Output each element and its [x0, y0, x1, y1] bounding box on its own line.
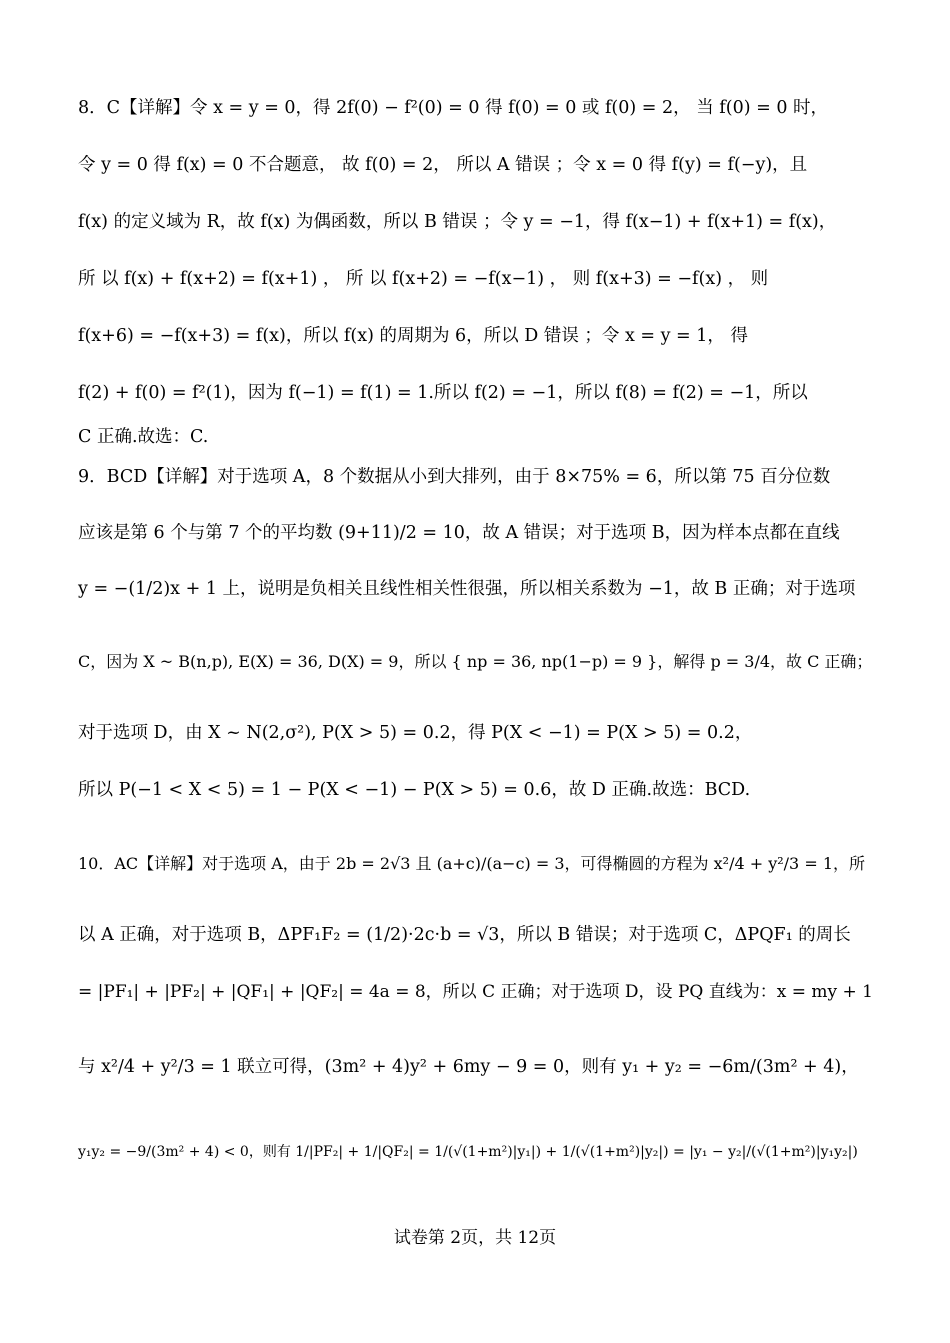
text-line-6: f(2) + f(0) = f²(1)，因为 f(−1) = f(1) = 1.所以 f(2) = −1，所以 f(8) = f(2) = −1，所以 [78, 383, 808, 403]
text-line-12: 对于选项 D，由 X ~ N(2,σ²), P(X > 5) = 0.2，得 P(X < −1) = P(X > 5) = 0.2， [78, 723, 753, 743]
text-line-1: 8．C【详解】令 x = y = 0，得 2f(0) − f²(0) = 0 得 f(0) = 0 或 f(0) = 2， 当 f(0) = 0 时， [78, 98, 829, 118]
text-line-17: 与 x²/4 + y²/3 = 1 联立可得，(3m² + 4)y² + 6my − 9 = 0，则有 y₁ + y₂ = −6m/(3m² + 4)， [78, 1057, 859, 1077]
text-line-14: 10．AC【详解】对于选项 A，由于 2b = 2√3 且 (a+c)/(a−c) = 3，可得椭圆的方程为 x²/4 + y²/3 = 1，所 [78, 854, 865, 873]
text-line-16: = |PF₁| + |PF₂| + |QF₁| + |QF₂| = 4a = 8，所以 C 正确；对于选项 D，设 PQ 直线为：x = my + 1 [78, 982, 873, 1002]
page-footer: 试卷第 2页，共 12页 [393, 1228, 557, 1248]
text-line-4: 所 以 f(x) + f(x+2) = f(x+1) ， 所 以 f(x+2) = −f(x−1) ， 则 f(x+3) = −f(x) ， 则 [78, 269, 769, 289]
text-line-5: f(x+6) = −f(x+3) = f(x)，所以 f(x) 的周期为 6，所以 D 错误 ；令 x = y = 1， 得 [78, 326, 748, 346]
text-line-2: 令 y = 0 得 f(x) = 0 不合题意， 故 f(0) = 2， 所以 A 错误 ；令 x = 0 得 f(y) = f(−y)，且 [78, 155, 808, 175]
text-line-18: y₁y₂ = −9/(3m² + 4) < 0，则有 1/|PF₂| + 1/|QF₂| = 1/(√(1+m²)|y₁|) + 1/(√(1+m²)|y₂|) = |y₁ − y₂|/(√(1+m²)|y₁y₂|) [78, 1144, 858, 1160]
text-line-7: C 正确.故选：C. [78, 427, 209, 447]
text-line-15: 以 A 正确，对于选项 B，ΔPF₁F₂ = (1/2)·2c·b = √3，所以 B 错误；对于选项 C，ΔPQF₁ 的周长 [78, 925, 851, 945]
text-line-3: f(x) 的定义域为 R，故 f(x) 为偶函数，所以 B 错误 ；令 y = −1，得 f(x−1) + f(x+1) = f(x)， [78, 212, 837, 232]
text-line-13: 所以 P(−1 < X < 5) = 1 − P(X < −1) − P(X > 5) = 0.6，故 D 正确.故选：BCD. [78, 780, 751, 800]
text-line-8: 9．BCD【详解】对于选项 A，8 个数据从小到大排列，由于 8×75% = 6，所以第 75 百分位数 [78, 467, 831, 487]
text-line-10: y = −(1/2)x + 1 上，说明是负相关且线性相关性很强，所以相关系数为 −1，故 B 正确；对于选项 [78, 579, 856, 599]
text-line-11: C，因为 X ~ B(n,p), E(X) = 36, D(X) = 9，所以 { np = 36, np(1−p) = 9 }，解得 p = 3/4，故 C 正确； [78, 652, 873, 671]
text-line-9: 应该是第 6 个与第 7 个的平均数 (9+11)/2 = 10，故 A 错误；对于选项 B，因为样本点都在直线 [78, 523, 840, 543]
